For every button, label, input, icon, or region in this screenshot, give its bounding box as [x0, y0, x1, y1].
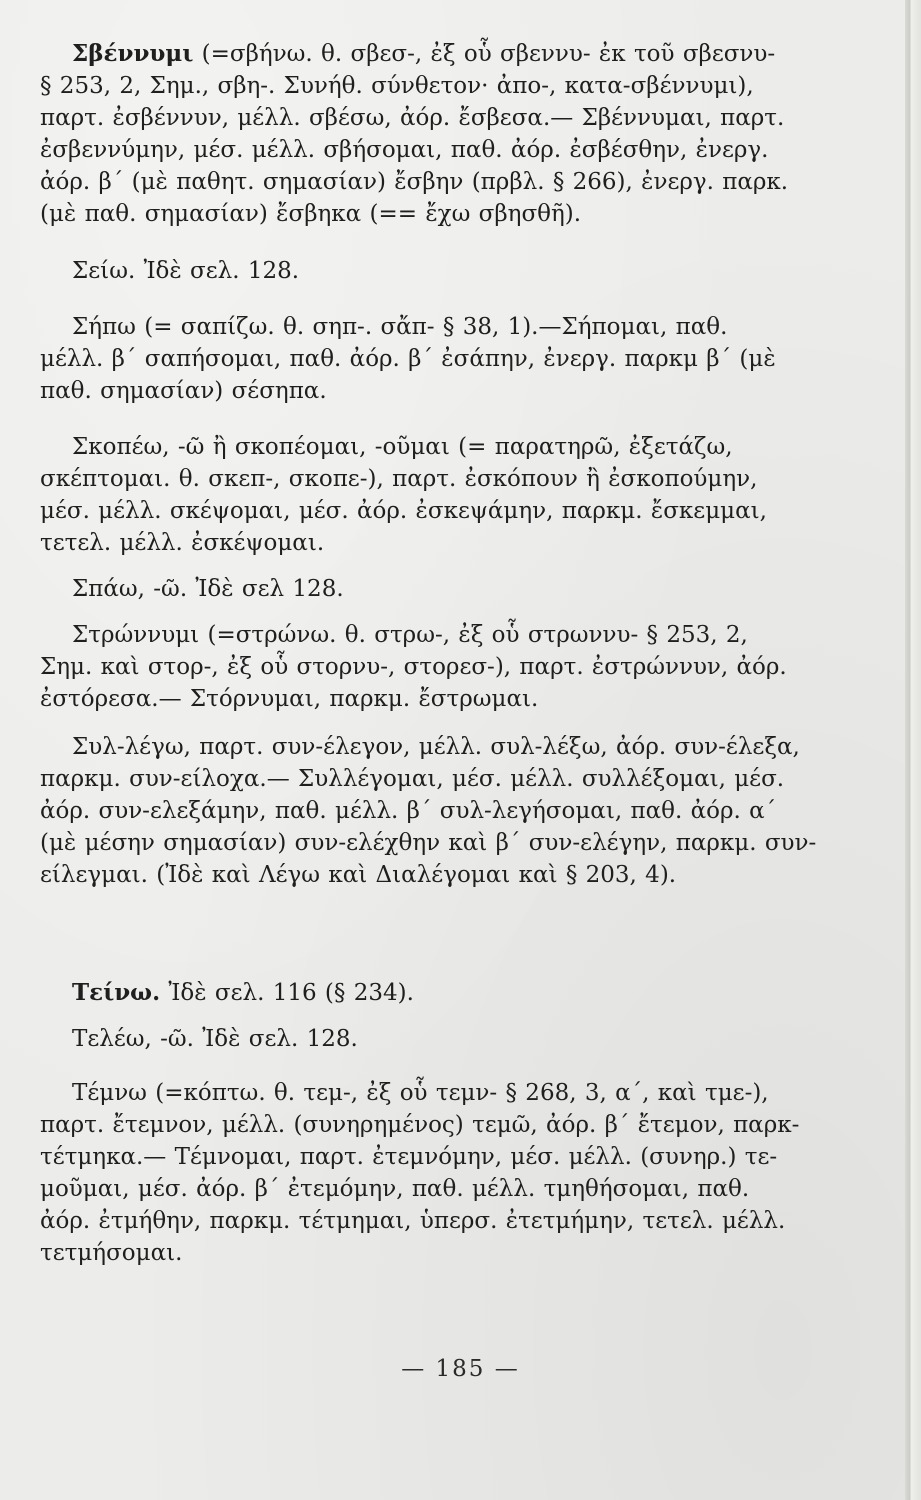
entry-line: (μὲ μέσην σημασίαν) συν-ελέχθην καὶ β΄ συν-ελέγην, παρκμ. συν- — [40, 830, 817, 856]
entry-line: παθ. σημασίαν) σέσηπα. — [40, 378, 327, 404]
entry-spao — [40, 573, 830, 605]
entry-line: μοῦμαι, μέσ. ἀόρ. β΄ ἐτεμόμην, παθ. μέλλ. τμηθήσομαι, παθ. — [40, 1176, 750, 1202]
entry-line: τετμήσομαι. — [40, 1240, 183, 1266]
entry-line: Τελέω, -ῶ. Ἰδὲ σελ. 128. — [72, 1026, 358, 1052]
entry-sbennumi — [40, 38, 830, 230]
entry-line: (μὲ παθ. σημασίαν) ἔσβηκα (== ἔχω σβησθῆ). — [40, 201, 582, 227]
entry-line: ἐσβεννύμην, μέσ. μέλλ. σβήσομαι, παθ. ἀόρ. ἐσβέσθην, ἐνεργ. — [40, 137, 769, 163]
entry-stronnumi — [40, 619, 830, 715]
entry-line: Τέμνω (=κόπτω. θ. τεμ-, ἐξ οὗ τεμν- § 268, 3, α΄, καὶ τμε-), — [72, 1080, 769, 1106]
lexicon-column — [40, 38, 830, 1269]
entry-line: Σκοπέω, -ῶ ἢ σκοπέομαι, -οῦμαι (= παρατηρῶ, ἐξετάζω, — [72, 434, 733, 460]
entry-line: παρτ. ἔτεμνον, μέλλ. (συνηρημένος) τεμῶ, ἀόρ. β΄ ἔτεμον, παρκ- — [40, 1112, 800, 1138]
page-edge-shadow — [905, 0, 921, 1500]
entry-line: Σείω. Ἰδὲ σελ. 128. — [72, 258, 300, 284]
entry-line: Συλ-λέγω, παρτ. συν-έλεγον, μέλλ. συλ-λέξω, ἀόρ. συν-έλεξα, — [72, 734, 800, 760]
entry-line: παρτ. ἐσβέννυν, μέλλ. σβέσω, ἀόρ. ἔσβεσα.— Σβέννυμαι, παρτ. — [40, 105, 785, 131]
entry-line: Στρώννυμι (=στρώνω. θ. στρω-, ἐξ οὗ στρωννυ- § 253, 2, — [72, 622, 748, 648]
entry-line: ἐστόρεσα.— Στόρνυμαι, παρκμ. ἔστρωμαι. — [40, 686, 539, 712]
entry-sullego — [40, 731, 830, 891]
entry-skopeo — [40, 431, 830, 559]
entry-line: ἀόρ. ἐτμήθην, παρκμ. τέτμημαι, ὑπερσ. ἐτετμήμην, τετελ. μέλλ. — [40, 1208, 786, 1234]
headword: Τείνω. — [72, 979, 161, 1006]
entry-line: Σπάω, -ῶ. Ἰδὲ σελ 128. — [72, 576, 344, 602]
entry-line: § 253, 2, Σημ., σβη-. Συνήθ. σύνθετον· ἀπο-, κατα-σβέννυμι), — [40, 73, 754, 99]
entry-line: Σβέννυμι (=σβήνω. θ. σβεσ-, ἐξ οὗ σβεννυ- ἐκ τοῦ σβεσνυ- — [72, 40, 776, 67]
entry-line: σκέπτομαι. θ. σκεπ-, σκοπε-), παρτ. ἐσκόπουν ἢ ἐσκοπούμην, — [40, 466, 758, 492]
entry-line: τετελ. μέλλ. ἐσκέψομαι. — [40, 530, 325, 556]
entry-line: μέλλ. β΄ σαπήσομαι, παθ. ἀόρ. β΄ ἐσάπην, ἐνεργ. παρκμ β΄ (μὲ — [40, 346, 776, 372]
entry-line: Σήπω (= σαπίζω. θ. σηπ-. σἄπ- § 38, 1).—Σήπομαι, παθ. — [72, 314, 728, 340]
entry-line: μέσ. μέλλ. σκέψομαι, μέσ. ἀόρ. ἐσκεψάμην, παρκμ. ἔσκεμμαι, — [40, 498, 767, 524]
entry-seio — [40, 255, 830, 287]
entry-line: ἀόρ. β΄ (μὲ παθητ. σημασίαν) ἔσβην (πρβλ. § 266), ἐνεργ. παρκ. — [40, 169, 789, 195]
entry-line: Σημ. καὶ στορ-, ἐξ οὗ στορνυ-, στορεσ-), παρτ. ἐστρώννυν, ἀόρ. — [40, 654, 787, 680]
page-number: — 185 — — [401, 1356, 520, 1382]
entry-line: τέτμηκα.— Τέμνομαι, παρτ. ἐτεμνόμην, μέσ. μέλλ. (συνηρ.) τε- — [40, 1144, 778, 1170]
entry-temno — [40, 1077, 830, 1269]
entry-line: παρκμ. συν-είλοχα.— Συλλέγομαι, μέσ. μέλλ. συλλέξομαι, μέσ. — [40, 766, 785, 792]
entry-line: είλεγμαι. (Ἰδὲ καὶ Λέγω καὶ Διαλέγομαι καὶ § 203, 4). — [40, 862, 677, 888]
entry-sepo — [40, 311, 830, 407]
entry-line: ἀόρ. συν-ελεξάμην, παθ. μέλλ. β΄ συλ-λεγήσομαι, παθ. ἀόρ. α΄ — [40, 798, 777, 824]
entry-teleo — [40, 1023, 830, 1055]
headword: Σβέννυμι — [72, 40, 194, 67]
entry-line: Τείνω. Ἰδὲ σελ. 116 (§ 234). — [72, 979, 414, 1006]
entry-teino — [40, 977, 830, 1009]
